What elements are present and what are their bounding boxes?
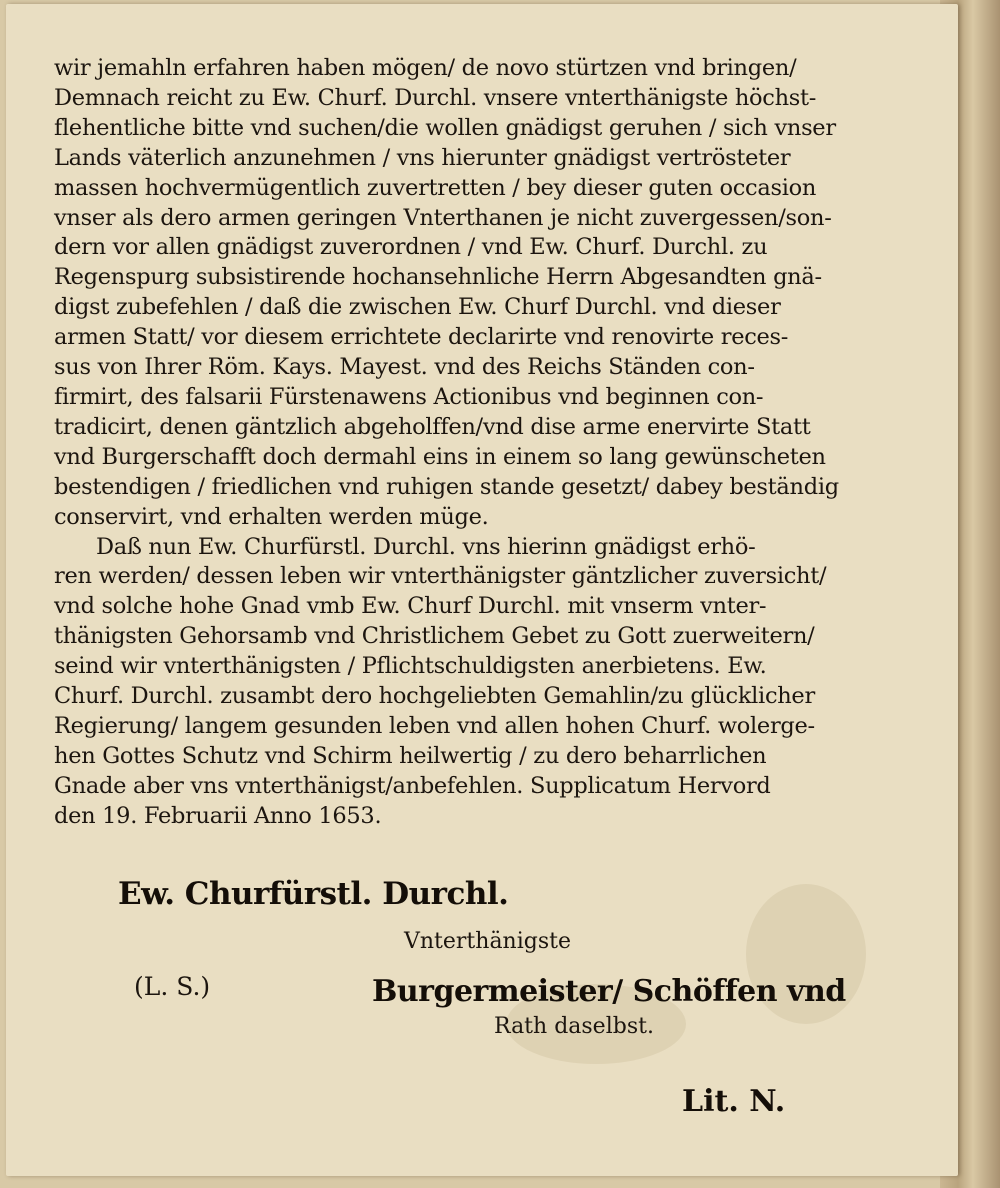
text-line: wir jemahln erfahren haben mögen/ de novo stürtzen vnd bringen/ [54,55,797,81]
text-line: seind wir vnterthänigsten / Pflichtschuldigsten anerbietens. Ew. [54,653,767,680]
text-line: thänigsten Gehorsamb vnd Christlichem Gebet zu Gott zuerweitern/ [54,623,815,650]
document-letter-mark: Lit. N. [682,1084,786,1119]
signature-title: Ew. Churfürstl. Durchl. [118,876,509,912]
text-line: vnd solche hohe Gnad vmb Ew. Churf Durchl. mit vnserm vnter- [54,593,767,620]
text-line: digst zubefehlen / daß die zwischen Ew. Churf Durchl. vnd dieser [54,294,781,321]
text-line: Regierung/ langem gesunden leben vnd allen hohen Churf. wolerge- [54,712,815,739]
text-line: Regenspurg subsistirende hochansehnliche Herrn Abgesandten gnä- [54,264,822,291]
text-line: vnser als dero armen geringen Vnterthanen je nicht zuvergessen/son- [54,204,832,231]
text-line: dern vor allen gnädigst zuverordnen / vnd Ew. Churf. Durchl. zu [54,234,768,261]
text-line: flehentliche bitte vnd suchen/die wollen gnädigst geruhen / sich vnser [54,114,836,141]
text-line: Gnade aber vns vnterthänigst/anbefehlen. Supplicatum Hervord [54,772,771,799]
body-text [54,54,839,832]
text-line: hen Gottes Schutz vnd Schirm heilwertig / zu dero beharrlichen [54,742,767,769]
text-line: armen Statt/ vor diesem errichtete declarirte vnd renovirte reces- [54,324,789,351]
text-line: ren werden/ dessen leben wir vnterthänigster gäntzlicher zuversicht/ [54,563,827,590]
text-line: bestendigen / friedlichen vnd ruhigen stande gesetzt/ dabey beständig [54,473,839,500]
text-line: Lands väterlich anzunehmen / vns hierunter gnädigst vertrösteter [54,144,791,171]
text-line: Churf. Durchl. zusambt dero hochgeliebten Gemahlin/zu glücklicher [54,683,815,710]
text-line: massen hochvermügentlich zuvertretten / bey dieser guten occasion [54,174,817,201]
subscriber-label: Vnterthänigste [404,929,571,954]
seal-mark: (L. S.) [134,972,211,1001]
text-line: Demnach reicht zu Ew. Churf. Durchl. vnsere vnterthänigste höchst- [54,84,817,111]
paper-page [6,4,958,1176]
text-line: firmirt, des falsarii Fürstenawens Actionibus vnd beginnen con- [54,383,764,410]
text-line: sus von Ihrer Röm. Kays. Mayest. vnd des Reichs Ständen con- [54,354,755,381]
text-line: tradicirt, denen gäntzlich abgeholffen/vnd dise arme enervirte Statt [54,413,811,440]
subscriber-name: Burgermeister/ Schöffen vnd [372,974,846,1009]
subscriber-place: Rath daselbst. [494,1014,654,1039]
text-line: conservirt, vnd erhalten werden müge. [54,503,489,530]
paragraph-start-line: Daß nun Ew. Churfürstl. Durchl. vns hierinn gnädigst erhö- [96,533,756,560]
text-line: vnd Burgerschafft doch dermahl eins in einem so lang gewünscheten [54,443,826,470]
text-line: den 19. Februarii Anno 1653. [54,802,382,829]
